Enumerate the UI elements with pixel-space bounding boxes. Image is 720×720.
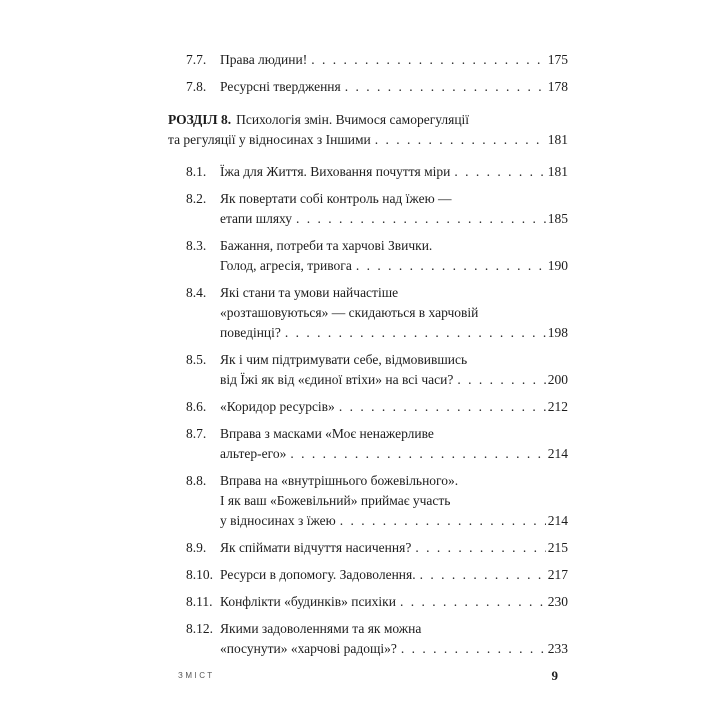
entry-line <box>220 491 568 511</box>
dot-leader <box>311 50 546 70</box>
entry-text: «розташовуються» — скидаються в харчовій <box>220 305 479 320</box>
footer-section-label: ЗМІСТ <box>178 671 215 680</box>
dot-leader <box>296 209 546 229</box>
footer-page-number: 9 <box>551 668 558 683</box>
entry-number: 8.2. <box>186 191 207 206</box>
entry-page-number: 215 <box>547 540 568 555</box>
entry-line <box>220 50 568 70</box>
entry-page-number: 198 <box>547 325 568 340</box>
toc-entry <box>186 50 568 70</box>
entry-body <box>220 424 568 464</box>
entry-text: Права людини! <box>220 52 308 67</box>
dot-leader <box>415 538 545 558</box>
entry-number: 8.11. <box>186 594 213 609</box>
toc-entry <box>186 77 568 97</box>
entry-line <box>220 538 568 558</box>
dot-leader <box>339 397 546 417</box>
dot-leader <box>454 162 545 182</box>
entry-line <box>220 619 568 639</box>
entry-text: Їжа для Життя. Виховання почуття міри <box>220 164 451 179</box>
entry-text: Конфлікти «будинків» психіки <box>220 594 396 609</box>
toc-entry <box>186 162 568 182</box>
entry-number: 8.1. <box>186 164 207 179</box>
entry-body <box>220 50 568 70</box>
entry-text: «посунути» «харчові радощі»? <box>220 641 397 656</box>
entry-text: у відносинах з їжею <box>220 513 336 528</box>
entry-number: 8.12. <box>186 621 213 636</box>
entry-text: поведінці? <box>220 325 281 340</box>
entry-line <box>220 565 568 585</box>
entry-body <box>220 538 568 558</box>
entry-body <box>220 619 568 659</box>
toc-entry <box>186 350 568 390</box>
entry-line <box>220 162 568 182</box>
entry-body <box>220 592 568 612</box>
entry-text: Голод, агресія, тривога <box>220 258 352 273</box>
entry-line <box>220 511 568 531</box>
entry-text: Як повертати собі контроль над їжею — <box>220 191 452 206</box>
dot-leader <box>400 592 546 612</box>
entry-text: Вправа на «внутрішнього божевільного». <box>220 473 459 488</box>
entry-line <box>220 256 568 276</box>
toc-entry <box>186 538 568 558</box>
entry-body <box>220 471 568 531</box>
entry-number: 8.5. <box>186 352 207 367</box>
dot-leader <box>290 444 545 464</box>
entry-number: 7.7. <box>186 52 207 67</box>
entry-text: Якими задоволеннями та як можна <box>220 621 422 636</box>
entry-line <box>220 303 568 323</box>
toc-entry <box>186 283 568 343</box>
entry-page-number: 200 <box>547 372 568 387</box>
entry-page-number: 214 <box>547 446 568 461</box>
dot-leader <box>457 370 545 390</box>
entry-line <box>220 444 568 464</box>
entry-line <box>220 471 568 491</box>
chapter-title-line2: та регуляції у відносинах з Іншими <box>168 132 371 147</box>
entry-body <box>220 162 568 182</box>
entry-text: Як спіймати відчуття насичення? <box>220 540 412 555</box>
entry-page-number: 175 <box>547 52 568 67</box>
entry-body <box>220 236 568 276</box>
entry-line <box>220 209 568 229</box>
dot-leader <box>285 323 546 343</box>
entry-number: 8.7. <box>186 426 207 441</box>
toc-content <box>168 50 568 659</box>
entry-line <box>220 323 568 343</box>
chapter-title-line1: Психологія змін. Вчимося саморегуляції <box>236 112 470 127</box>
entry-body <box>220 397 568 417</box>
toc-entry <box>186 189 568 229</box>
entry-page-number: 233 <box>547 641 568 656</box>
entry-text: Бажання, потреби та харчові Звички. <box>220 238 433 253</box>
toc-entry <box>186 565 568 585</box>
entry-line <box>220 592 568 612</box>
entry-line <box>220 639 568 659</box>
entry-page-number: 214 <box>547 513 568 528</box>
entry-line <box>220 350 568 370</box>
dot-leader <box>345 77 546 97</box>
entry-line <box>220 236 568 256</box>
entry-body <box>220 283 568 343</box>
chapter-label: РОЗДІЛ 8. <box>168 112 232 127</box>
entry-body <box>220 350 568 390</box>
toc-entry <box>186 471 568 531</box>
entry-page-number: 212 <box>547 399 568 414</box>
entry-text: альтер-его» <box>220 446 287 461</box>
entry-line <box>220 189 568 209</box>
entry-text: Як і чим підтримувати себе, відмовившись <box>220 352 468 367</box>
entry-text: І як ваш «Божевільний» приймає участь <box>220 493 451 508</box>
entry-page-number: 190 <box>547 258 568 273</box>
entry-page-number: 178 <box>547 79 568 94</box>
entry-text: від Їжі як від «єдиної втіхи» на всі часи? <box>220 372 454 387</box>
entry-page-number: 217 <box>547 567 568 582</box>
entry-body <box>220 77 568 97</box>
dot-leader <box>356 256 546 276</box>
toc-entries-top <box>168 50 568 97</box>
entry-text: Вправа з масками «Моє ненажерливе <box>220 426 434 441</box>
entry-line <box>220 370 568 390</box>
toc-entry <box>186 397 568 417</box>
entry-number: 8.8. <box>186 473 207 488</box>
entry-line <box>220 397 568 417</box>
dot-leader <box>340 511 546 531</box>
entry-text: Ресурси в допомогу. Задоволення. <box>220 567 416 582</box>
entry-number: 8.3. <box>186 238 207 253</box>
entry-number: 7.8. <box>186 79 207 94</box>
chapter-line-2 <box>168 130 568 150</box>
entry-text: етапи шляху <box>220 211 293 226</box>
dot-leader <box>420 565 546 585</box>
entry-page-number: 230 <box>547 594 568 609</box>
entry-number: 8.10. <box>186 567 213 582</box>
entry-number: 8.4. <box>186 285 207 300</box>
entry-body <box>220 565 568 585</box>
toc-entries <box>168 162 568 659</box>
entry-body <box>220 189 568 229</box>
entry-line <box>220 283 568 303</box>
entry-text: Які стани та умови найчастіше <box>220 285 399 300</box>
chapter-line-1 <box>168 110 568 130</box>
entry-text: Ресурсні твердження <box>220 79 341 94</box>
entry-page-number: 185 <box>547 211 568 226</box>
toc-entry <box>186 619 568 659</box>
toc-entry <box>186 424 568 464</box>
chapter-page-number: 181 <box>547 132 568 147</box>
entry-page-number: 181 <box>547 164 568 179</box>
chapter-heading <box>168 110 568 150</box>
toc-entry <box>186 592 568 612</box>
entry-number: 8.6. <box>186 399 207 414</box>
toc-entry <box>186 236 568 276</box>
entry-line <box>220 424 568 444</box>
entry-text: «Коридор ресурсів» <box>220 399 335 414</box>
dot-leader <box>375 130 546 150</box>
entry-number: 8.9. <box>186 540 207 555</box>
dot-leader <box>401 639 546 659</box>
entry-line <box>220 77 568 97</box>
